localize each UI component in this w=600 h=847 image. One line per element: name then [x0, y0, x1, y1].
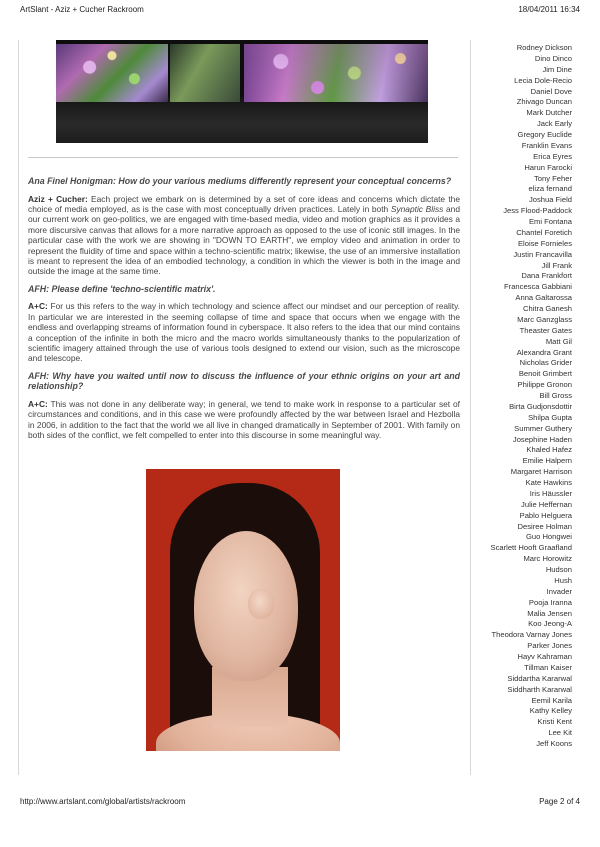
- artist-link[interactable]: Margaret Harrison: [510, 467, 572, 477]
- artist-link[interactable]: eliza fernand: [528, 184, 572, 194]
- artist-link[interactable]: Pablo Helguera: [519, 510, 572, 520]
- artist-link[interactable]: Hayv Kahraman: [517, 652, 572, 661]
- left-column-divider: [18, 40, 19, 775]
- artist-link[interactable]: Daniel Dove: [530, 86, 572, 96]
- artist-link[interactable]: Justin Francavilla: [513, 249, 572, 259]
- artist-link[interactable]: Rodney Dickson: [516, 43, 572, 52]
- interview-answer-1: [28, 194, 460, 277]
- artist-link[interactable]: Francesca Gabbiani: [504, 282, 572, 292]
- answer-text: This was not done in any deliberate way; in general, we tend to make work in response to a particular set of circumstances and conditions, and in this case we were profoundly affected by the war between Israel and Hezbolla in 2006, in addition to the fact that the world we all live in changed dramatically in September of 2001. With family on both sides of the conflict, we felt compelled to enter into this discourse in some meaningful way.: [28, 399, 460, 441]
- artist-link[interactable]: Hudson: [545, 565, 572, 574]
- artist-link[interactable]: Nicholas Grider: [519, 358, 572, 368]
- artist-link[interactable]: Eloise Fornieles: [517, 238, 572, 248]
- gallery-floor: [56, 97, 428, 143]
- artist-link[interactable]: Hush: [554, 575, 572, 585]
- artist-link[interactable]: Malia Jensen: [527, 608, 572, 618]
- artist-link[interactable]: Erica Eyres: [533, 151, 572, 161]
- artist-link[interactable]: Jim Dine: [542, 64, 572, 74]
- artist-link[interactable]: Anna Galtarossa: [515, 293, 572, 303]
- artist-link[interactable]: Harun Farocki: [524, 162, 572, 172]
- artist-link[interactable]: Gregory Euclide: [517, 130, 572, 139]
- artist-link[interactable]: Birta Gudjonsdottir: [509, 401, 572, 411]
- artist-link[interactable]: Bill Gross: [539, 391, 572, 400]
- artist-link[interactable]: Kathy Kelley: [529, 706, 572, 716]
- artist-link[interactable]: Jeff Koons: [536, 739, 572, 748]
- artist-link[interactable]: Scarlett Hooft Graafland: [490, 543, 572, 553]
- artist-link[interactable]: Siddharth Kararwal: [507, 684, 572, 694]
- page-footer-page-number: Page 2 of 4: [539, 797, 580, 806]
- artist-link[interactable]: Siddartha Kararwal: [507, 673, 572, 683]
- artist-link[interactable]: Eemil Karila: [531, 695, 572, 705]
- page-header-title: ArtSlant - Aziz + Cucher Rackroom: [20, 5, 144, 14]
- artist-link[interactable]: Desiree Holman: [517, 521, 572, 531]
- answer-text: Each project we embark on is determined by a set of core ideas and concerns which dictate the choice of media employed, as is the case with most conceptually driven practices. Lately in both: [28, 193, 460, 214]
- interview-question-2: AFH: Please define 'techno-scientific matrix'.: [28, 283, 216, 294]
- artist-link[interactable]: Dino Dinco: [534, 53, 572, 63]
- page-header-datetime: 18/04/2011 16:34: [518, 5, 580, 14]
- answer-text: For us this refers to the way in which technology and science affect our mindset and our perception of reality. In particular we are interested in the seeming collapse of time and space that occurs when we engage with the endless and overlapping streams of information found in cyberspace. It also refers to the idea that our mind contains a conception of the infinite in both the micro and the macro worlds simultaneously thanks to the popularization of scientific imagery attained through the use of various tools designed to extend our vision, such as the microscope and telescope.: [28, 301, 460, 364]
- artist-link[interactable]: Koo Jeong-A: [528, 619, 572, 629]
- artist-link[interactable]: Alexandra Grant: [516, 347, 572, 357]
- answer-speaker: A+C:: [28, 301, 48, 312]
- artist-link[interactable]: Marc Horowitz: [523, 554, 572, 564]
- artist-link[interactable]: Theodora Varnay Jones: [491, 630, 572, 640]
- artist-list: [472, 43, 572, 750]
- artist-link[interactable]: Khaled Hafez: [526, 445, 572, 455]
- interview-article: [28, 176, 460, 448]
- installation-image: [56, 40, 428, 143]
- artist-link[interactable]: Philippe Gronon: [517, 380, 572, 390]
- artist-link[interactable]: Lee Kit: [548, 728, 572, 738]
- artist-link[interactable]: Tillman Kaiser: [524, 662, 572, 672]
- page-footer-url: http://www.artslant.com/global/artists/rackroom: [20, 797, 186, 806]
- artist-link[interactable]: Julie Heffernan: [521, 499, 572, 509]
- artist-link[interactable]: Pooja Iranna: [528, 597, 572, 607]
- artist-link[interactable]: Benoit Grimbert: [518, 369, 572, 379]
- artist-link[interactable]: Jack Early: [536, 119, 572, 129]
- artist-link[interactable]: Josephine Haden: [512, 434, 572, 444]
- answer-speaker: Aziz + Cucher:: [28, 193, 88, 204]
- portrait-face: [194, 531, 298, 681]
- portrait-nose: [248, 589, 274, 619]
- answer-speaker: A+C:: [28, 399, 48, 410]
- artist-link[interactable]: Tony Feher: [534, 173, 572, 183]
- artist-link[interactable]: Invader: [546, 586, 572, 596]
- artwork-title: Synaptic Bliss: [390, 204, 444, 214]
- answer-text: and our current work on geo-politics, we are engaged with time-based media, video and motion graphics as it provides a more discursive canvas that allows for a more narrative approach as opposed to the use of iconic still images. In the particular case with the work we are showing in "DOWN TO EARTH", we employ video and animation in order to represent the fluidity of time and space within a techno-scientific matrix; likewise, the use of an immersive installation is meant to represent the idea of an embodied technology, a condition in which the viewer is both in the image and outside the image at the same time.: [28, 204, 460, 277]
- interview-question-3: AFH: Why have you waited until now to discuss the influence of your ethnic origins on your art and relationship?: [28, 370, 460, 392]
- section-divider: [28, 157, 458, 158]
- projection-panel-middle: [170, 44, 240, 102]
- artist-link[interactable]: Chantel Foretich: [516, 227, 572, 237]
- artist-link[interactable]: Summer Guthery: [514, 423, 572, 433]
- artist-link[interactable]: Shilpa Gupta: [528, 412, 572, 422]
- floor-reflection: [244, 44, 428, 102]
- artist-link[interactable]: Parker Jones: [527, 641, 572, 651]
- artist-link[interactable]: Marc Ganzglass: [517, 314, 572, 324]
- artist-link[interactable]: Zhivago Duncan: [516, 97, 572, 107]
- artist-link[interactable]: Chitra Ganesh: [523, 304, 572, 313]
- artist-link[interactable]: Matt Gil: [545, 336, 572, 346]
- artist-link[interactable]: Jess Flood-Paddock: [503, 206, 572, 216]
- artist-link[interactable]: Mark Dutcher: [526, 108, 572, 118]
- interview-answer-3: [28, 399, 460, 441]
- interview-question-1: Ana Finel Honigman: How do your various mediums differently represent your conceptual concerns?: [28, 176, 452, 186]
- interview-answer-2: [28, 301, 460, 363]
- faceless-portrait-image: [146, 469, 340, 751]
- artist-link[interactable]: Emi Fontana: [528, 217, 572, 226]
- artist-link[interactable]: Iris Häussler: [529, 488, 572, 498]
- artist-link[interactable]: Kate Hawkins: [525, 478, 572, 487]
- artist-link[interactable]: Guo Hongwei: [525, 532, 572, 542]
- artist-link[interactable]: Jill Frank: [541, 260, 572, 270]
- artist-link[interactable]: Dana Frankfort: [521, 271, 572, 281]
- artist-link[interactable]: Theaster Gates: [519, 325, 572, 335]
- projection-panel-left: [56, 44, 168, 102]
- artist-link[interactable]: Emilie Halpern: [522, 456, 572, 466]
- artist-link[interactable]: Lecia Dole-Recio: [514, 75, 572, 85]
- sidebar-divider: [470, 40, 471, 775]
- artist-link[interactable]: Franklin Evans: [521, 140, 572, 150]
- artist-link[interactable]: Kristi Kent: [537, 717, 572, 727]
- artist-link[interactable]: Joshua Field: [528, 195, 572, 205]
